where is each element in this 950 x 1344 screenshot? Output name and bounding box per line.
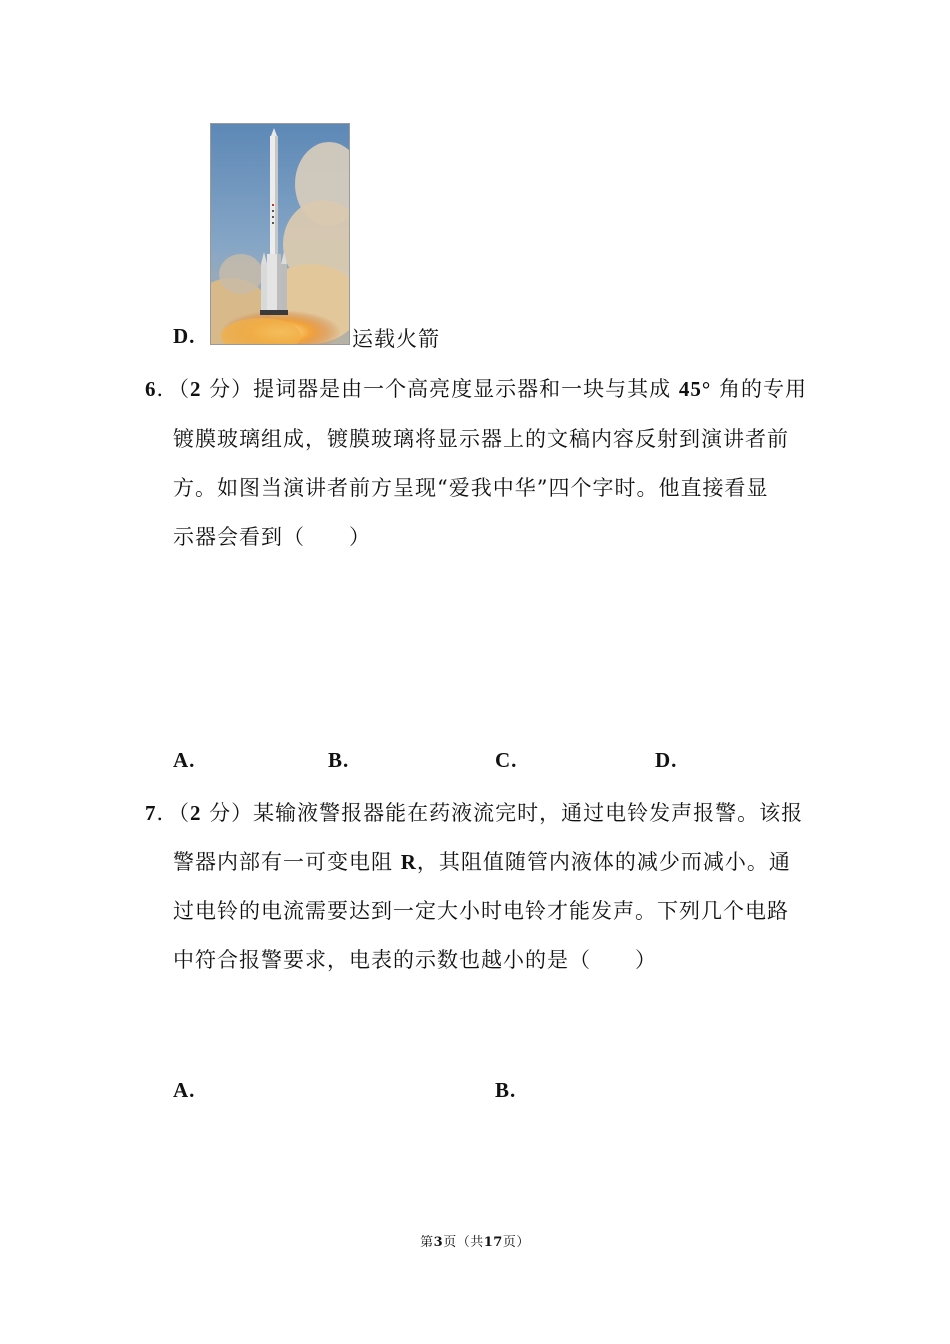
q7-line-3: 过电铃的电流需要达到一定大小时电铃才能发声。下列几个电路	[173, 899, 789, 923]
q7-line-4: 中符合报警要求，电表的示数也越小的是（ ）	[173, 948, 657, 972]
q6-number: 6	[145, 377, 157, 401]
q6-option-b[interactable]: B.	[328, 748, 350, 772]
q6-line-4: 示器会看到（ ）	[173, 525, 371, 549]
q6-option-c[interactable]: C.	[495, 748, 518, 772]
rocket-launch-image	[210, 123, 350, 345]
q7-line-1: 7．（2 分）某输液警报器能在药液流完时，通过电铃发声报警。该报	[145, 801, 804, 825]
q6-option-d[interactable]: D.	[655, 748, 678, 772]
q7-number: 7	[145, 801, 157, 825]
q6-line-2: 镀膜玻璃组成，镀膜玻璃将显示器上的文稿内容反射到演讲者前	[173, 427, 789, 451]
rocket-icon	[211, 124, 350, 345]
q6-line-1: 6．（2 分）提词器是由一个高亮度显示器和一块与其成 45° 角的专用	[145, 377, 807, 401]
page-footer: 第3页（共17页）	[420, 1235, 530, 1250]
q6-option-a[interactable]: A.	[173, 748, 196, 772]
q7-line-2: 警器内部有一可变电阻 R，其阻值随管内液体的减少而减小。通	[173, 850, 791, 874]
q5-option-d-label: D.	[173, 324, 196, 348]
q5-option-d-caption: 运载火箭	[352, 327, 440, 351]
q7-option-b[interactable]: B.	[495, 1078, 517, 1102]
q6-line-3: 方。如图当演讲者前方呈现“爱我中华”四个字时。他直接看显	[173, 476, 769, 500]
q7-option-a[interactable]: A.	[173, 1078, 196, 1102]
